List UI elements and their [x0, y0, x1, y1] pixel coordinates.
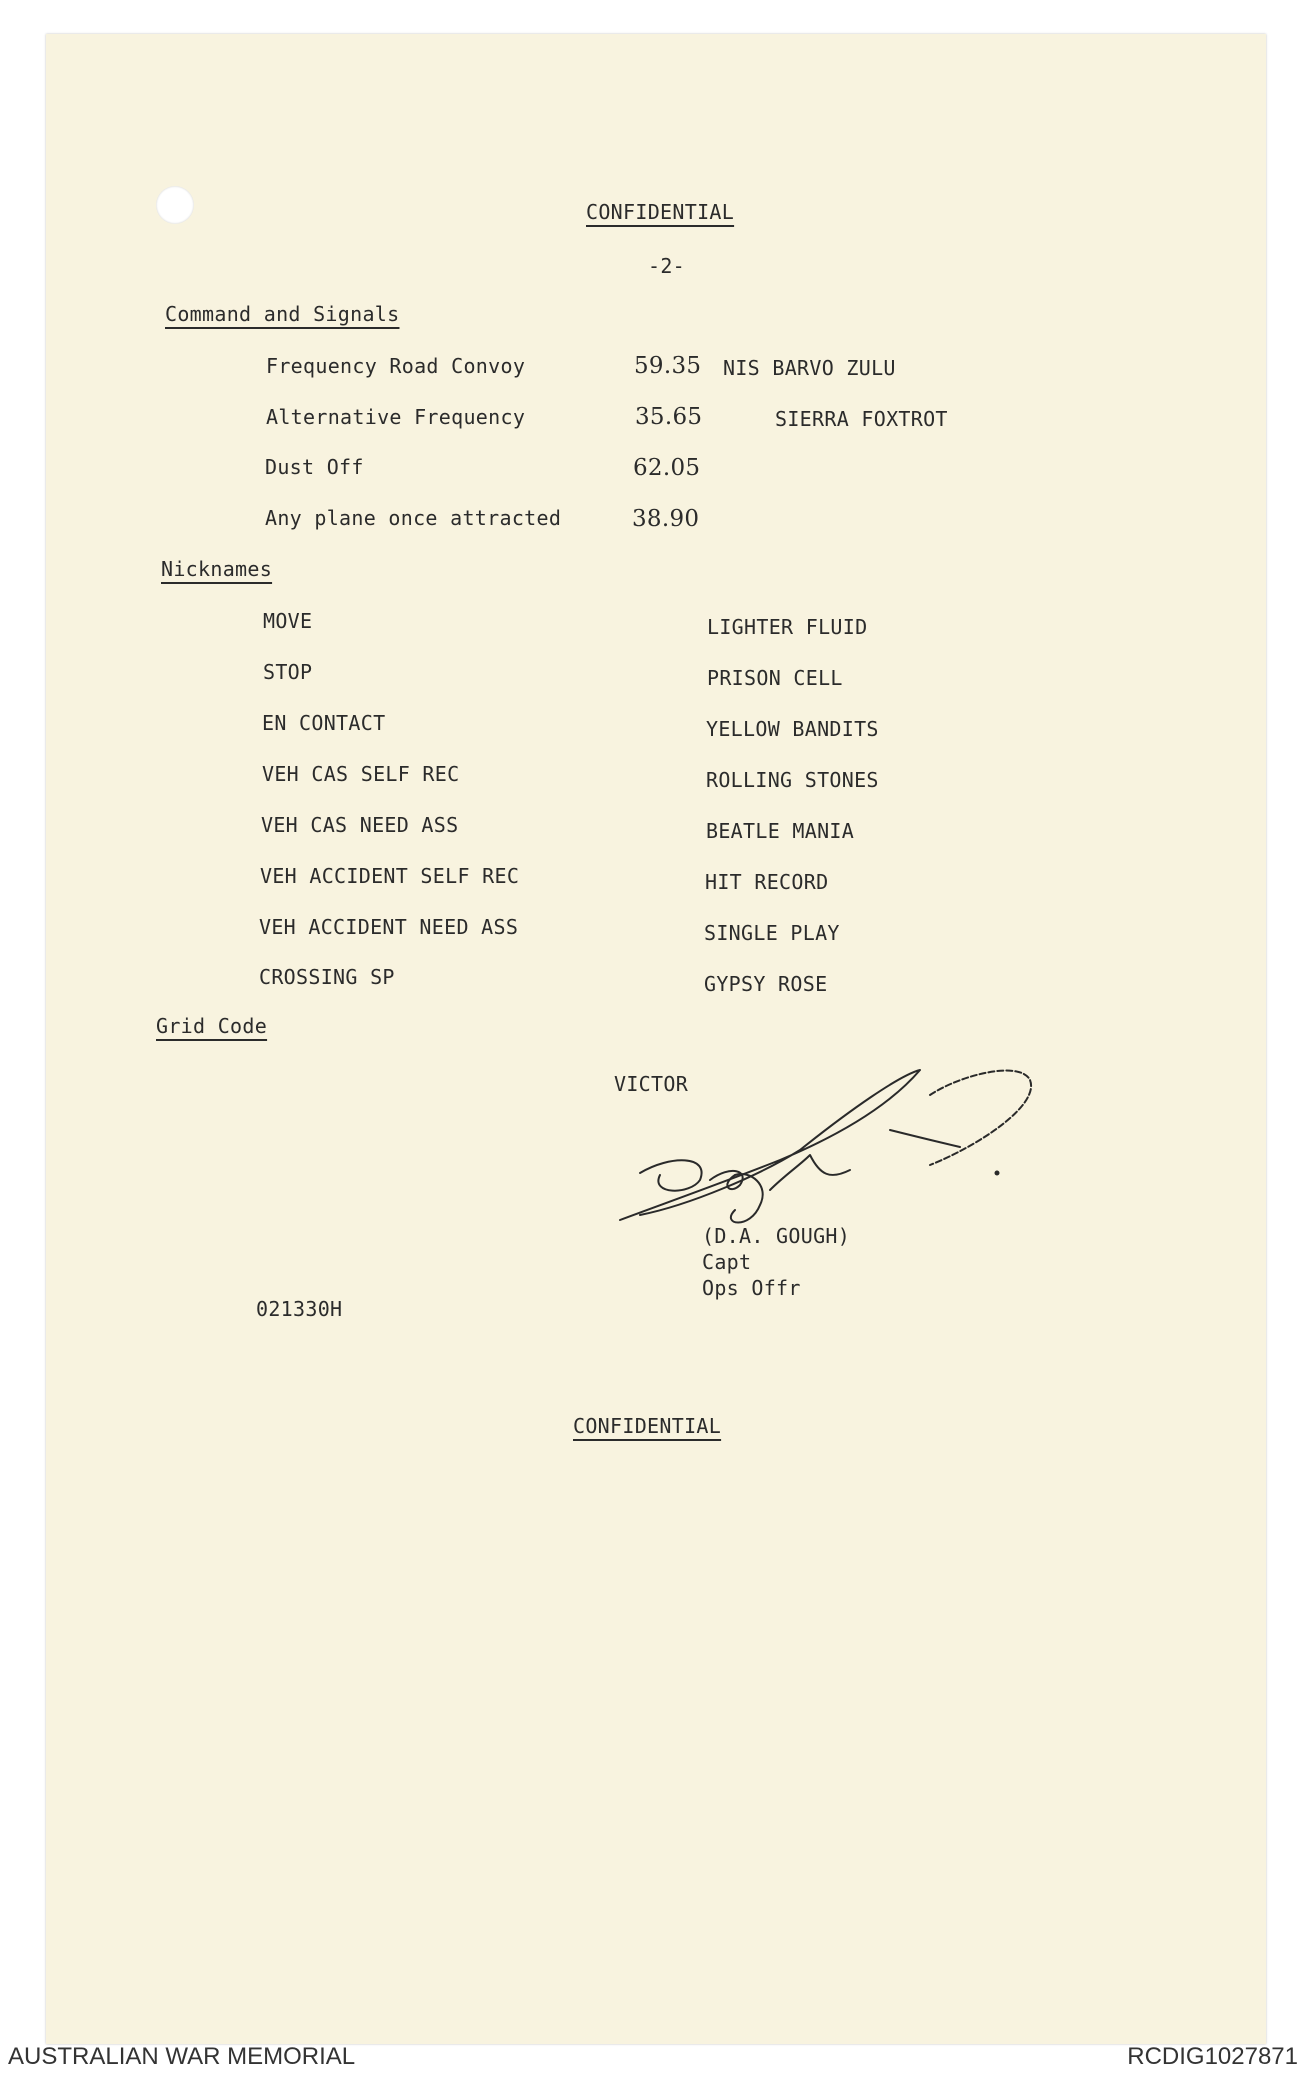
grid-code-value: VICTOR [614, 1072, 689, 1096]
command-signals-heading: Command and Signals [165, 302, 400, 326]
nickname-value-5: BEATLE MANIA [706, 819, 855, 843]
document-page [46, 34, 1266, 2044]
nickname-value-3: YELLOW BANDITS [706, 717, 879, 741]
nickname-term-6: VEH ACCIDENT SELF REC [260, 864, 520, 888]
nickname-value-6: HIT RECORD [705, 870, 829, 894]
header-classification: CONFIDENTIAL [586, 200, 735, 224]
nickname-term-8: CROSSING SP [259, 965, 395, 989]
page-number: -2- [648, 254, 686, 278]
nickname-value-7: SINGLE PLAY [704, 921, 840, 945]
cs-label-2: Alternative Frequency [266, 405, 526, 429]
cs-label-3: Dust Off [265, 455, 364, 479]
cs-value-3: 62.05 [633, 455, 701, 481]
signatory-rank: Capt [702, 1250, 752, 1274]
cs-value-4: 38.90 [632, 506, 700, 532]
nickname-term-2: STOP [263, 660, 313, 684]
nickname-term-7: VEH ACCIDENT NEED ASS [259, 915, 519, 939]
footer-classification: CONFIDENTIAL [573, 1414, 722, 1438]
grid-code-heading: Grid Code [156, 1014, 268, 1038]
cs-note-2: SIERRA FOXTROT [775, 407, 948, 431]
nickname-term-4: VEH CAS SELF REC [262, 762, 460, 786]
handwritten-signature [600, 1055, 1040, 1235]
nickname-term-3: EN CONTACT [262, 711, 386, 735]
nickname-value-4: ROLLING STONES [706, 768, 879, 792]
nickname-value-1: LIGHTER FLUID [707, 615, 868, 639]
cs-label-4: Any plane once attracted [265, 506, 562, 530]
nickname-term-5: VEH CAS NEED ASS [261, 813, 459, 837]
date-time-group: 021330H [256, 1297, 343, 1321]
cs-label-1: Frequency Road Convoy [266, 354, 526, 378]
nickname-term-1: MOVE [263, 609, 313, 633]
signatory-role: Ops Offr [702, 1276, 801, 1300]
nickname-value-8: GYPSY ROSE [704, 972, 828, 996]
nickname-value-2: PRISON CELL [707, 666, 843, 690]
punch-hole [156, 186, 194, 224]
archive-source: AUSTRALIAN WAR MEMORIAL [8, 2043, 356, 2070]
nicknames-heading: Nicknames [161, 557, 273, 581]
cs-value-2: 35.65 [635, 404, 703, 430]
signatory-name: (D.A. GOUGH) [702, 1224, 851, 1248]
cs-value-1: 59.35 [634, 353, 702, 379]
archive-reference: RCDIG1027871 [1127, 2043, 1298, 2070]
cs-note-1: NIS BARVO ZULU [723, 356, 896, 380]
